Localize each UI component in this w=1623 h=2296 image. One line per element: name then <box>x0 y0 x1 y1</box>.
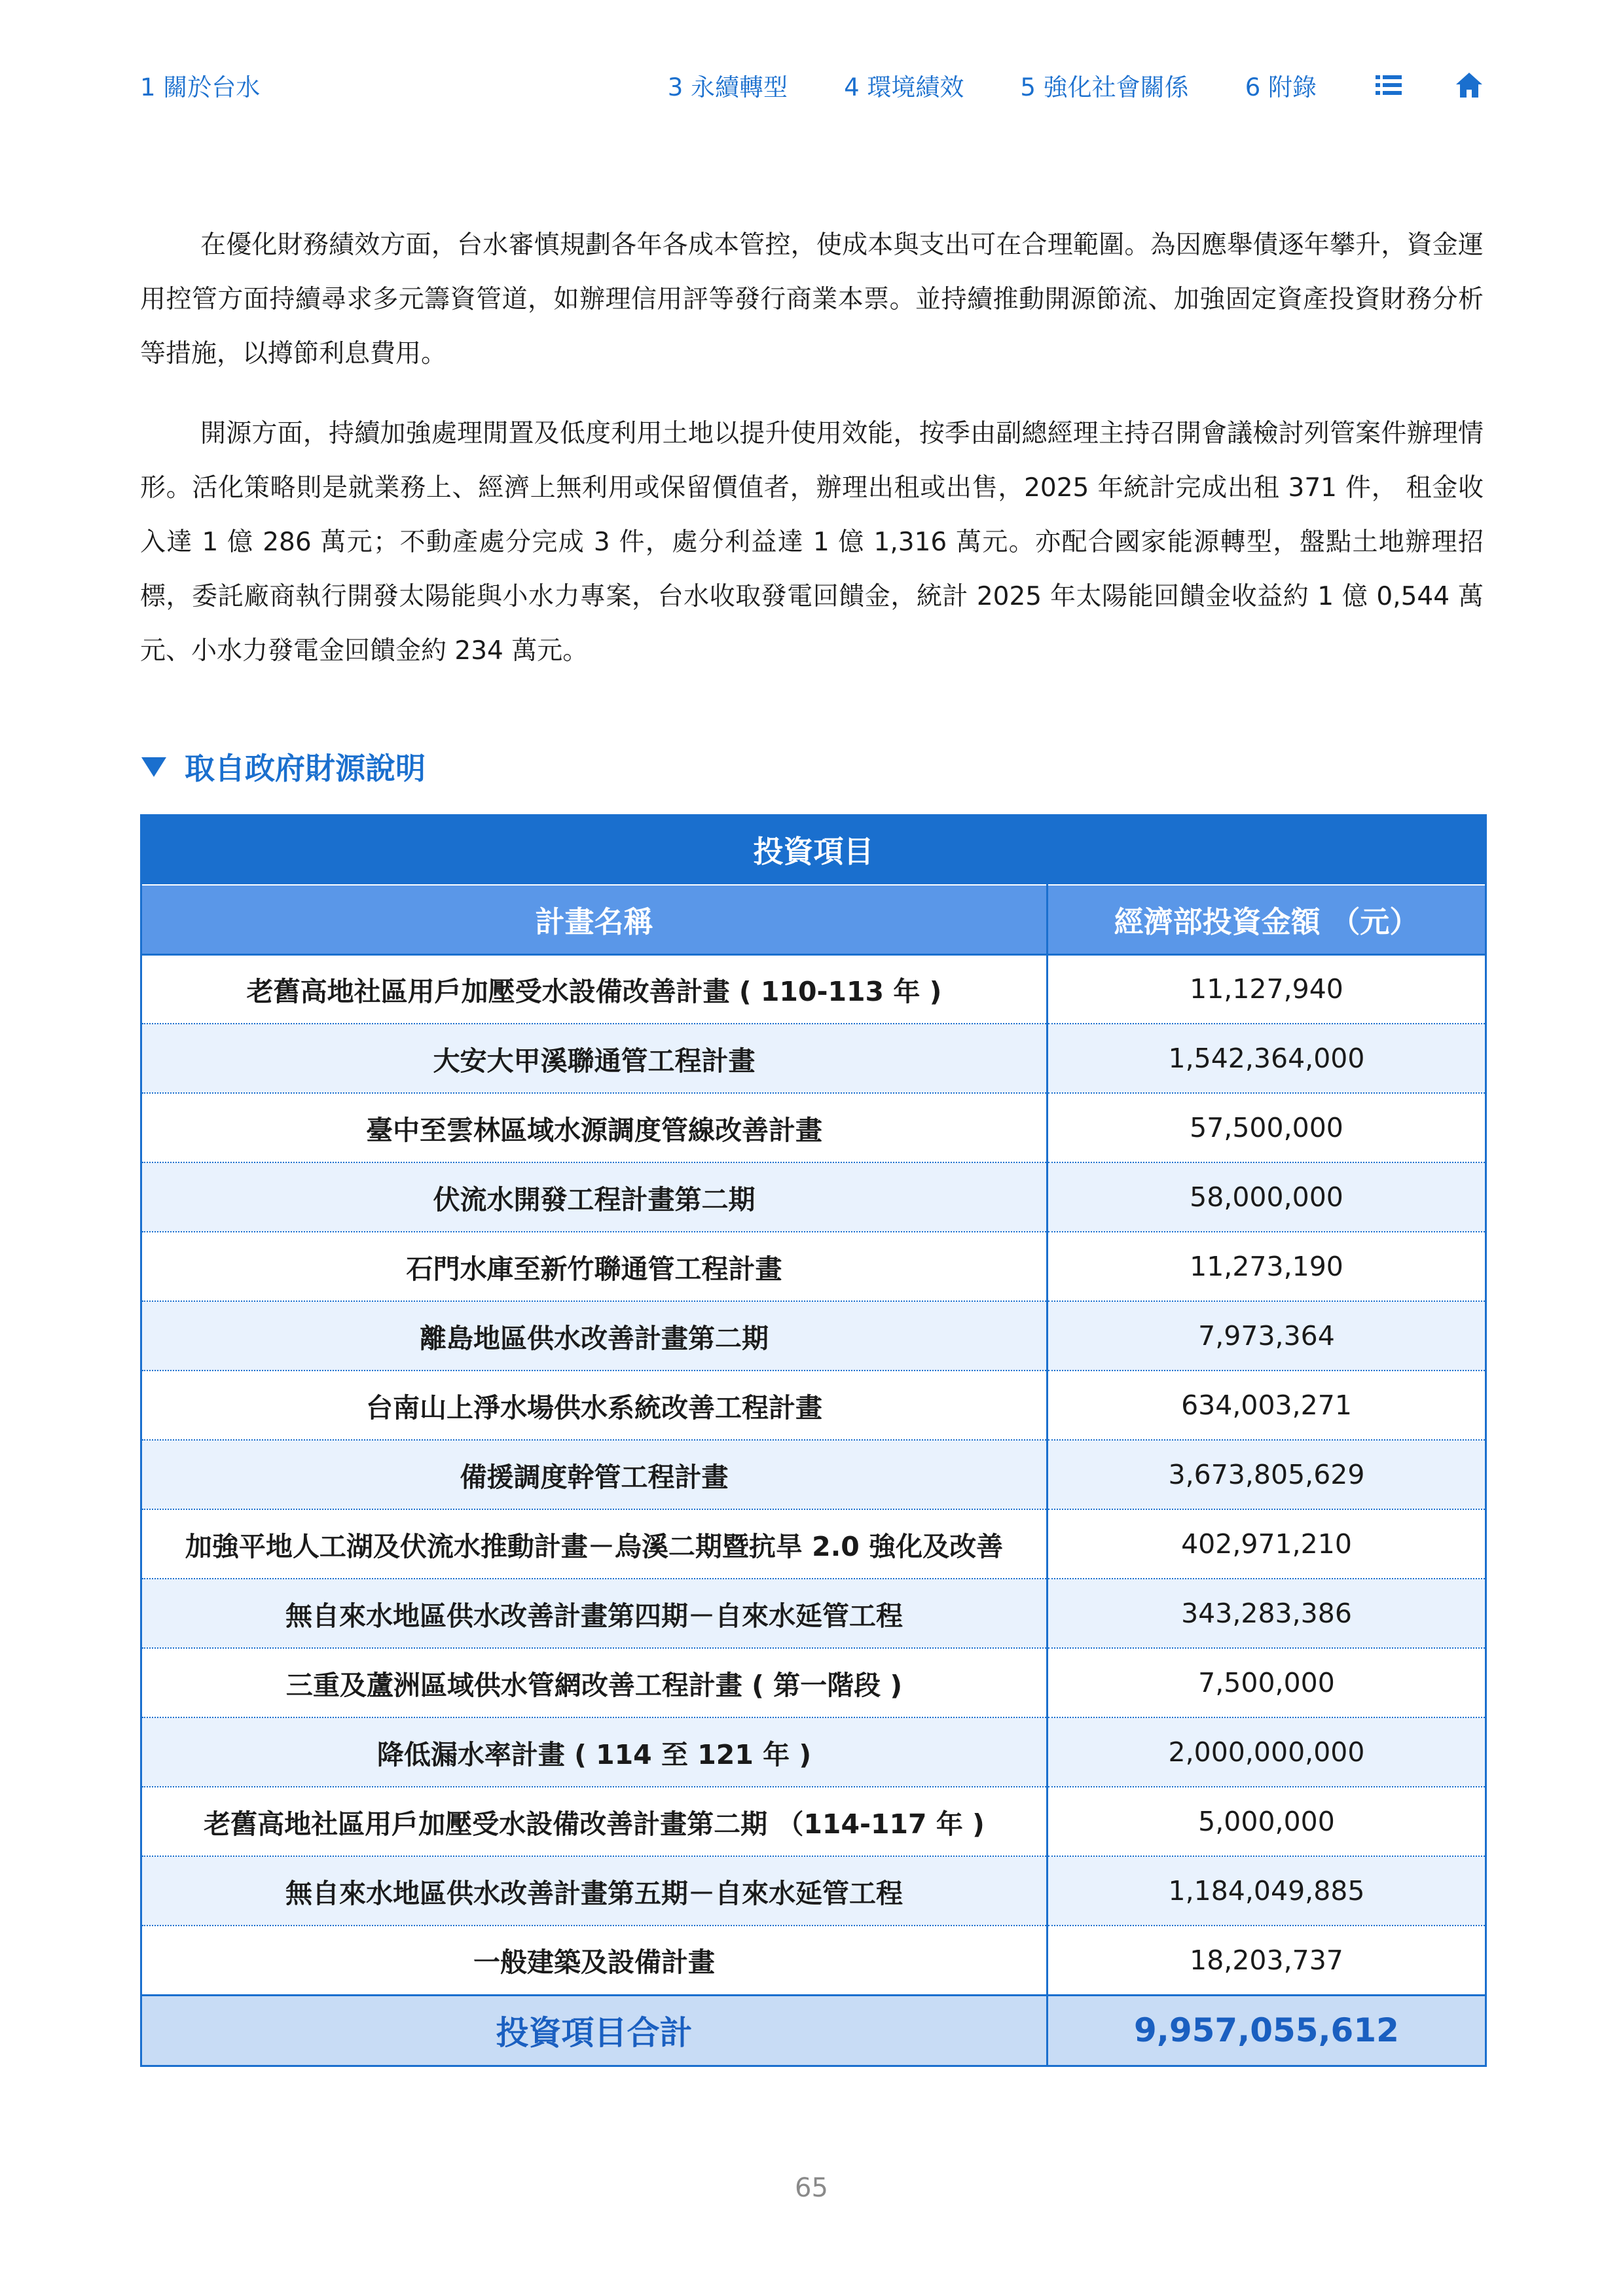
section-heading-text: 取自政府財源說明 <box>185 751 426 786</box>
investment-amount-cell: 634,003,271 <box>1048 1371 1486 1440</box>
table-row <box>141 1787 1486 1856</box>
investment-amount-cell: 402,971,210 <box>1048 1509 1486 1579</box>
project-name-cell: 臺中至雲林區域水源調度管線改善計畫 <box>141 1093 1048 1162</box>
table-row <box>141 1301 1486 1371</box>
table-row <box>141 1717 1486 1787</box>
total-amount: 9,957,055,612 <box>1048 1995 1486 2066</box>
project-name-cell: 無自來水地區供水改善計畫第四期－自來水延管工程 <box>141 1579 1048 1648</box>
table-row <box>141 1024 1486 1093</box>
list-icon[interactable] <box>1376 74 1402 96</box>
nav-link-about[interactable]: 1 關於台水 <box>140 73 261 101</box>
project-name-cell: 石門水庫至新竹聯通管工程計畫 <box>141 1232 1048 1301</box>
project-name-cell: 老舊高地社區用戶加壓受水設備改善計畫第二期 （114-117 年 ) <box>141 1787 1048 1856</box>
paragraph-revenue: 開源方面，持續加強處理閒置及低度利用土地以提升使用效能，按季由副總經理主持召開會議檢討列管案件辦理情形。活化策略則是就業務上、經濟上無利用或保留價值者，辦理出租或出售，2025 年統計完成出租 371 件， 租金收入達 1 億 286 萬元；不動產處分完成 3 件，處分利益達 1 億 1,316 萬元。亦配合國家能源轉型，盤點土地辦理招標，委託廠商執行開發太陽能與小水力專案，台水收取發電回饋金，統計 2025 年太陽能回饋金收益約 1 億 0,544 萬元、小水力發電金回饋金約 234 萬元。 <box>140 419 1484 666</box>
table-total-row <box>141 1995 1486 2066</box>
table-row <box>141 1093 1486 1162</box>
table-row <box>141 1162 1486 1232</box>
project-name-cell: 伏流水開發工程計畫第二期 <box>141 1162 1048 1232</box>
table-row <box>141 1232 1486 1301</box>
section-heading <box>140 744 426 789</box>
investment-amount-cell: 1,184,049,885 <box>1048 1856 1486 1926</box>
investment-amount-cell: 1,542,364,000 <box>1048 1024 1486 1093</box>
investment-amount-cell: 58,000,000 <box>1048 1162 1486 1232</box>
table-row <box>141 1579 1486 1648</box>
column-header-name: 計畫名稱 <box>141 885 1048 954</box>
project-name-cell: 台南山上淨水場供水系統改善工程計畫 <box>141 1371 1048 1440</box>
table-row <box>141 1440 1486 1509</box>
total-label: 投資項目合計 <box>141 1995 1048 2066</box>
project-name-cell: 老舊高地社區用戶加壓受水設備改善計畫 ( 110-113 年 ) <box>141 954 1048 1024</box>
investment-amount-cell: 5,000,000 <box>1048 1787 1486 1856</box>
nav-link-environment[interactable]: 4 環境績效 <box>844 73 964 101</box>
table-row <box>141 1926 1486 1995</box>
investment-amount-cell: 11,273,190 <box>1048 1232 1486 1301</box>
investment-amount-cell: 3,673,805,629 <box>1048 1440 1486 1509</box>
column-header-amount: 經濟部投資金額 （元） <box>1048 885 1486 954</box>
paragraph-finance: 在優化財務績效方面，台水審慎規劃各年各成本管控，使成本與支出可在合理範圍。為因應舉債逐年攀升，資金運用控管方面持續尋求多元籌資管道，如辦理信用評等發行商業本票。並持續推動開源節流、加強固定資產投資財務分析等措施，以撙節利息費用。 <box>140 230 1484 368</box>
nav-link-social[interactable]: 5 強化社會關係 <box>1020 73 1189 101</box>
nav-link-appendix[interactable]: 6 附錄 <box>1245 73 1317 101</box>
table-row <box>141 1648 1486 1717</box>
project-name-cell: 三重及蘆洲區域供水管網改善工程計畫 ( 第一階段 ) <box>141 1648 1048 1717</box>
investment-table <box>140 814 1487 2067</box>
investment-amount-cell: 343,283,386 <box>1048 1579 1486 1648</box>
triangle-down-icon <box>140 755 168 778</box>
table-row <box>141 1509 1486 1579</box>
investment-amount-cell: 11,127,940 <box>1048 954 1486 1024</box>
project-name-cell: 備援調度幹管工程計畫 <box>141 1440 1048 1509</box>
page-number: 65 <box>795 2173 828 2203</box>
top-navigation <box>140 65 1483 105</box>
investment-amount-cell: 2,000,000,000 <box>1048 1717 1486 1787</box>
project-name-cell: 大安大甲溪聯通管工程計畫 <box>141 1024 1048 1093</box>
table-body <box>141 954 1486 1995</box>
table-row <box>141 1371 1486 1440</box>
project-name-cell: 降低漏水率計畫 ( 114 至 121 年 ) <box>141 1717 1048 1787</box>
table-row <box>141 1856 1486 1926</box>
investment-amount-cell: 18,203,737 <box>1048 1926 1486 1995</box>
table-title: 投資項目 <box>141 814 1486 885</box>
investment-amount-cell: 57,500,000 <box>1048 1093 1486 1162</box>
table-header-row <box>141 885 1486 954</box>
table-title-row <box>141 814 1486 885</box>
project-name-cell: 無自來水地區供水改善計畫第五期－自來水延管工程 <box>141 1856 1048 1926</box>
project-name-cell: 加強平地人工湖及伏流水推動計畫－烏溪二期暨抗旱 2.0 強化及改善 <box>141 1509 1048 1579</box>
nav-right-group <box>668 67 1483 103</box>
home-icon[interactable] <box>1455 72 1483 98</box>
project-name-cell: 離島地區供水改善計畫第二期 <box>141 1301 1048 1371</box>
project-name-cell: 一般建築及設備計畫 <box>141 1926 1048 1995</box>
investment-amount-cell: 7,500,000 <box>1048 1648 1486 1717</box>
table-row <box>141 954 1486 1024</box>
nav-link-sustainability[interactable]: 3 永續轉型 <box>667 73 788 101</box>
investment-amount-cell: 7,973,364 <box>1048 1301 1486 1371</box>
